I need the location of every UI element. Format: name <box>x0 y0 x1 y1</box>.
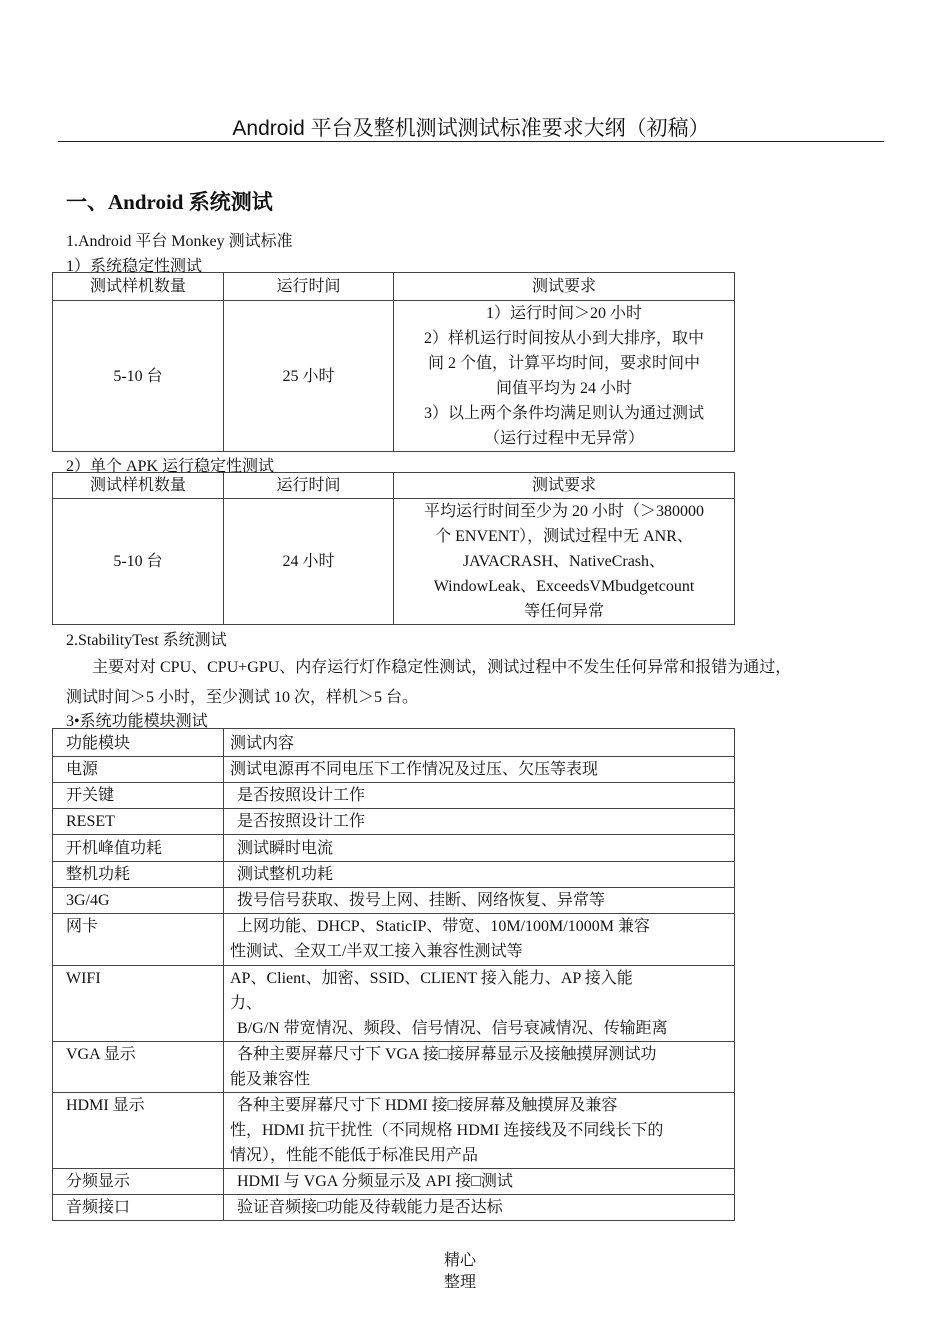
header-run-time: 运行时间 <box>224 473 394 499</box>
footer-line: 精心 <box>443 1252 476 1269</box>
module-content: 拨号信号获取、拨号上网、挂断、网络恢复、异常等 <box>224 888 735 914</box>
module-name: 整机功耗 <box>53 862 224 888</box>
module-content: 测试整机功耗 <box>224 862 735 888</box>
cell-run-time: 24 小时 <box>224 499 394 625</box>
page-footer <box>420 1250 500 1294</box>
table-system-stability <box>52 272 735 452</box>
req-line: 个 ENVENT），测试过程中无 ANR、 <box>435 528 693 545</box>
module-name: VGA 显示 <box>53 1042 224 1093</box>
module-content <box>224 1093 735 1169</box>
module-name: 分频显示 <box>53 1169 224 1195</box>
req-line: 平均运行时间至少为 20 小时（＞380000 <box>423 503 704 520</box>
document-title: Android 平台及整机测试测试标准要求大纲（初稿） <box>232 117 710 140</box>
title-underline <box>58 141 884 142</box>
paragraph-line-2: 测试时间＞5 小时，至少测试 10 次，样机＞5 台。 <box>66 689 419 706</box>
module-name: WIFI <box>53 966 224 1042</box>
content-line: 各种主要屏幕尺寸下 VGA 接□接屏幕显示及接触摸屏测试功 <box>237 1046 657 1063</box>
content-line: B/G/N 带宽情况、频段、信号情况、信号衰减情况、传输距离 <box>237 1020 668 1037</box>
content-line: 性，HDMI 抗干扰性（不同规格 HDMI 连接线及不同线长下的 <box>230 1122 664 1139</box>
module-content: 是否按照设计工作 <box>224 809 735 835</box>
header-run-time: 运行时间 <box>224 273 394 301</box>
module-name: 网卡 <box>53 914 224 966</box>
cell-requirement <box>394 499 735 625</box>
req-line: WindowLeak、ExceedsVMbudgetcount <box>433 578 695 595</box>
module-content: 测试瞬时电流 <box>224 835 735 862</box>
module-name: 电源 <box>53 757 224 783</box>
subsection-function-modules: 3•系统功能模块测试 <box>66 713 208 730</box>
item-apk-stability: 2）单个 APK 运行稳定性测试 <box>66 458 275 475</box>
req-line: 间 2 个值，计算平均时间，要求时间中 <box>427 355 700 372</box>
req-line: 2）样机运行时间按从小到大排序，取中 <box>423 330 704 347</box>
subsection-stabilitytest: 2.StabilityTest 系统测试 <box>66 632 227 649</box>
cell-sample-count: 5-10 台 <box>53 301 224 452</box>
cell-requirement <box>394 301 735 452</box>
item-system-stability: 1）系统稳定性测试 <box>66 258 203 275</box>
module-content: 是否按照设计工作 <box>224 783 735 809</box>
req-line: 间值平均为 24 小时 <box>495 380 632 397</box>
content-line: 力、 <box>230 995 263 1012</box>
module-name: 3G/4G <box>53 888 224 914</box>
module-content <box>224 914 735 966</box>
header-sample-count: 测试样机数量 <box>53 273 224 301</box>
req-line: 3）以上两个条件均满足则认为通过测试 <box>423 405 704 422</box>
header-requirement: 测试要求 <box>394 273 735 301</box>
req-line: 等任何异常 <box>523 603 604 620</box>
module-name: RESET <box>53 809 224 835</box>
req-line: 1）运行时间＞20 小时 <box>485 305 642 322</box>
module-name: 开关键 <box>53 783 224 809</box>
content-line: 性测试、全双工/半双工接入兼容性测试等 <box>230 943 523 960</box>
module-content: HDMI 与 VGA 分频显示及 API 接□测试 <box>224 1169 735 1195</box>
table-function-modules <box>52 728 735 1221</box>
content-line: 能及兼容性 <box>230 1071 311 1088</box>
module-content <box>224 1042 735 1093</box>
content-line: 各种主要屏幕尺寸下 HDMI 接□接屏幕及触摸屏及兼容 <box>237 1097 618 1114</box>
req-line: （运行过程中无异常） <box>483 430 644 447</box>
cell-sample-count: 5-10 台 <box>53 499 224 625</box>
module-content: 测试电源再不同电压下工作情况及过压、欠压等表现 <box>224 757 735 783</box>
req-line: JAVACRASH、NativeCrash、 <box>462 553 666 570</box>
section-heading: 一、Android 系统测试 <box>66 190 273 214</box>
table-apk-stability <box>52 472 735 625</box>
module-name: HDMI 显示 <box>53 1093 224 1169</box>
content-line: AP、Client、加密、SSID、CLIENT 接入能力、AP 接入能 <box>230 970 633 987</box>
paragraph-line-1: 主要对对 CPU、CPU+GPU、内存运行灯作稳定性测试，测试过程中不发生任何异常和报错为通过， <box>92 659 792 676</box>
module-content: 验证音频接□功能及待载能力是否达标 <box>224 1195 735 1221</box>
content-line: 上网功能、DHCP、StaticIP、带宽、10M/100M/1000M 兼容 <box>237 918 650 935</box>
content-line: 情况），性能不能低于标准民用产品 <box>230 1147 479 1164</box>
module-content <box>224 966 735 1042</box>
header-requirement: 测试要求 <box>394 473 735 499</box>
header-module: 功能模块 <box>53 729 224 757</box>
header-sample-count: 测试样机数量 <box>53 473 224 499</box>
module-name: 开机峰值功耗 <box>53 835 224 862</box>
header-content: 测试内容 <box>224 729 735 757</box>
subsection-monkey: 1.Android 平台 Monkey 测试标准 <box>66 233 293 250</box>
footer-line: 整理 <box>443 1274 476 1291</box>
module-name: 音频接口 <box>53 1195 224 1221</box>
cell-run-time: 25 小时 <box>224 301 394 452</box>
